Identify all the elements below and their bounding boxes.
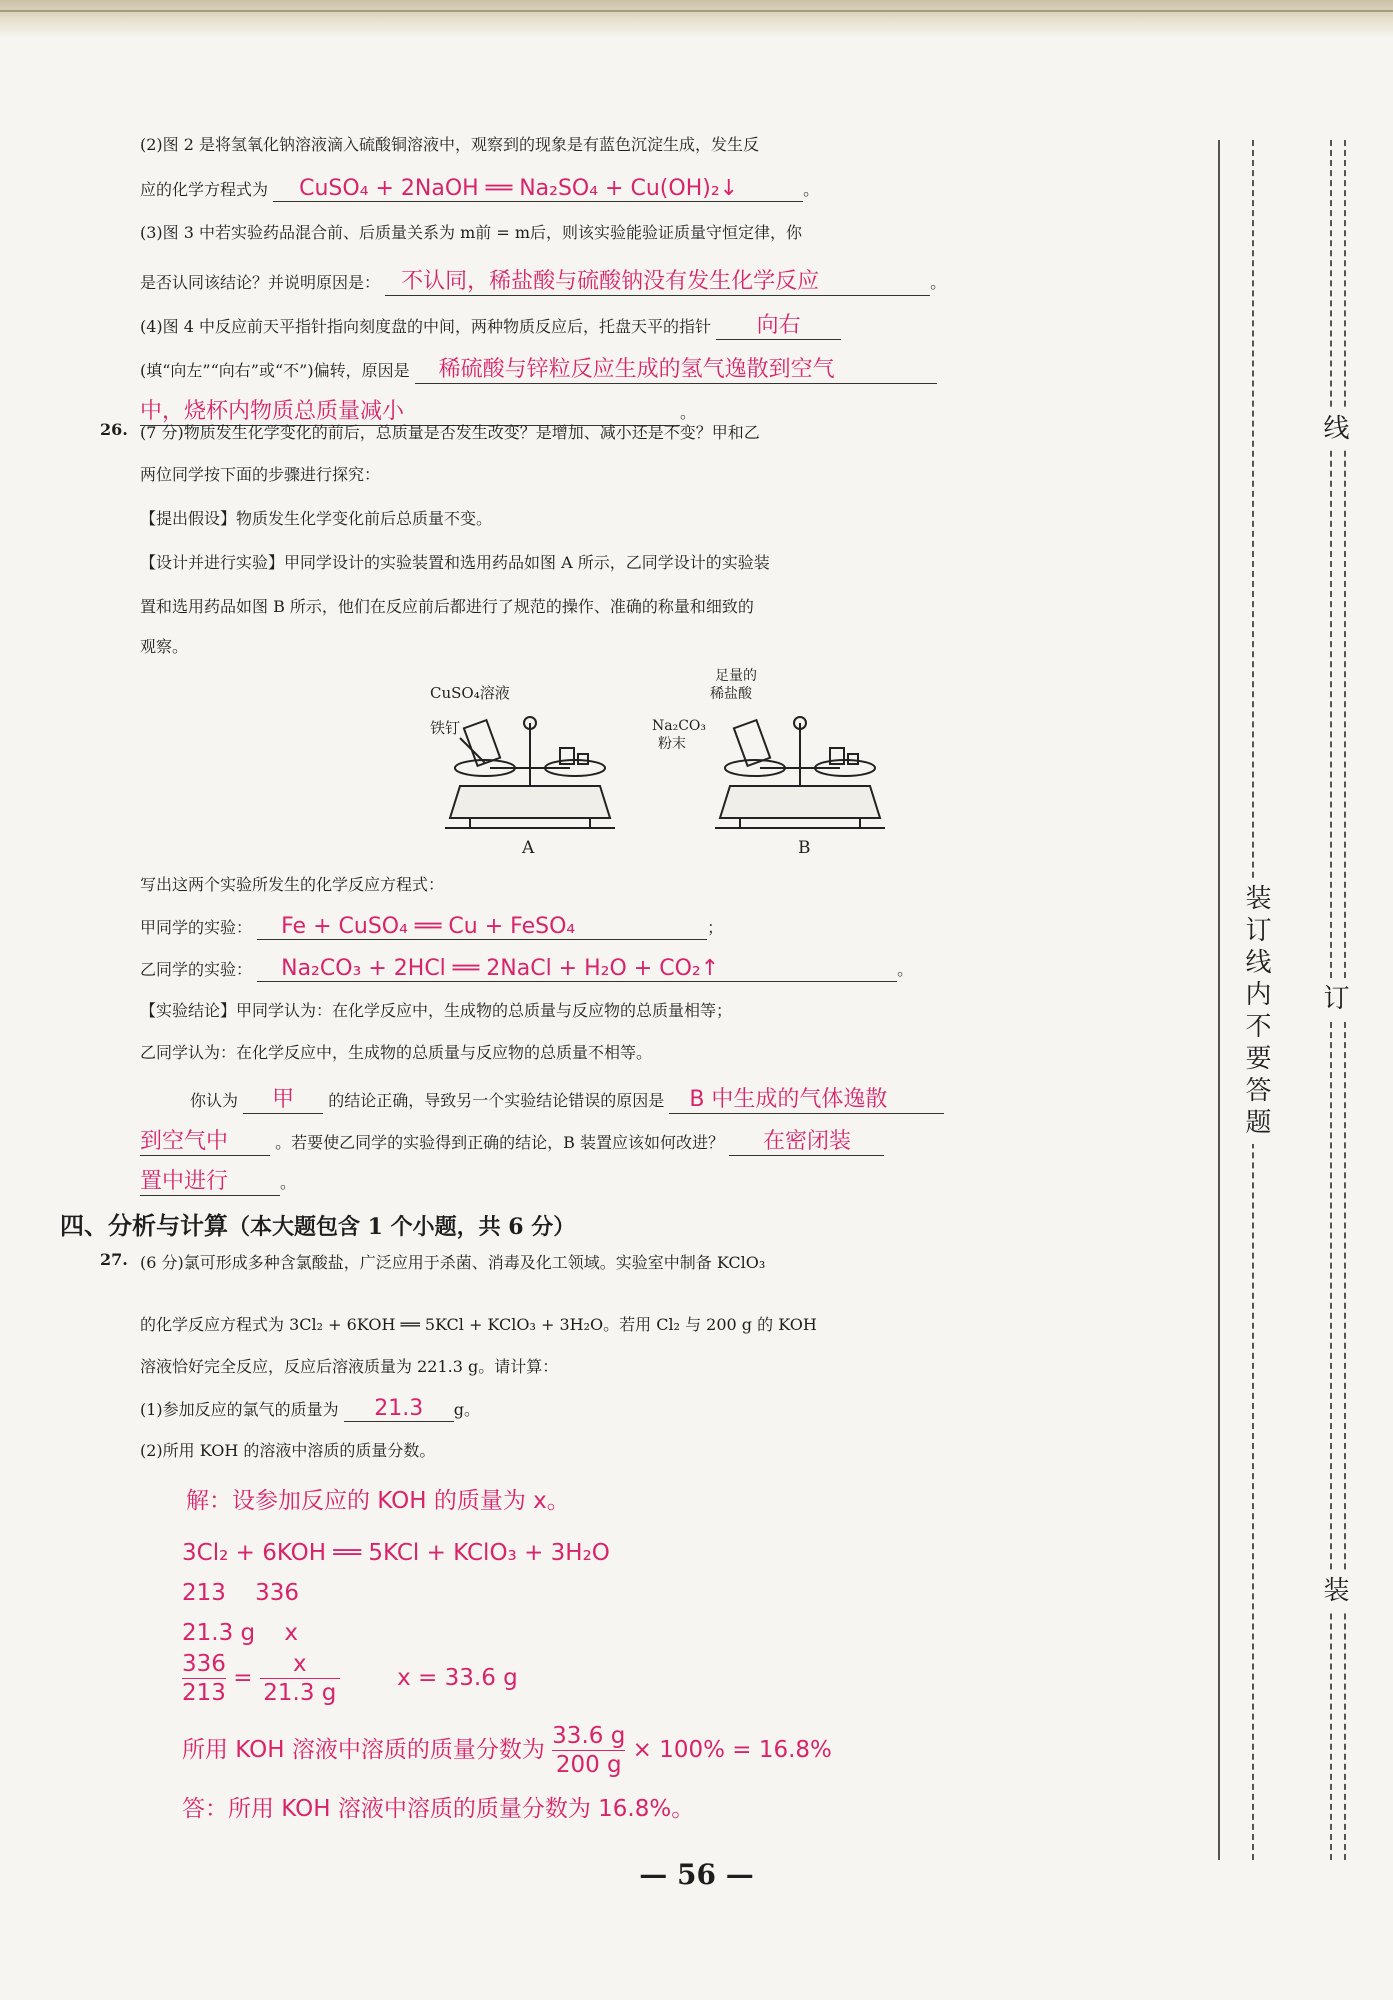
binding-notice: 装订线内不要答题	[1238, 880, 1275, 1144]
frac-result-den: 200 g	[555, 1752, 622, 1778]
q26-opinion-line2	[140, 1124, 884, 1156]
fig-b-acid-label-2: 稀盐酸	[710, 686, 752, 702]
q26-number: 26.	[100, 420, 128, 439]
q27-line-c: 溶液恰好完全反应，反应后溶液质量为 221.3 g。请计算：	[140, 1357, 559, 1376]
balance-b	[715, 717, 885, 828]
binding-label-line: 线	[1316, 410, 1353, 450]
q25-p4-answer2a: 稀硫酸与锌粒反应生成的氢气逸散到空气	[438, 357, 835, 382]
q26-design-2: 置和选用药品如图 B 所示，他们在反应前后都进行了规范的操作、准确的称量和细致的	[140, 597, 754, 616]
q25-p2-answer: CuSO₄ + 2NaOH ══ Na₂SO₄ + Cu(OH)₂↓	[299, 176, 739, 201]
binding-margin	[1212, 140, 1352, 1860]
balance-figure-svg	[430, 668, 900, 858]
q26-intro-2: 两位同学按下面的步骤进行探究：	[140, 465, 381, 484]
q27-solution-frac-post: × 100% = 16.8%	[632, 1737, 832, 1763]
q26-opinion-text3: 。若要使乙同学的实验得到正确的结论，B 装置应该如何改进？	[275, 1133, 724, 1152]
q25-p4-answer2b: 中，烧杯内物质总质量减小	[140, 399, 405, 424]
q26-design-1: 【设计并进行实验】甲同学设计的实验装置和选用药品如图 A 所示，乙同学设计的实验装	[140, 553, 770, 572]
fig-a-solution-label: CuSO₄溶液	[430, 684, 510, 702]
frac-right-num: x	[260, 1650, 340, 1679]
q26-opinion-line3: 置中进行 。	[140, 1164, 296, 1196]
frac-right	[260, 1650, 340, 1707]
q26-opinion-answer3b-blank	[140, 1164, 280, 1196]
q27-solution-molar: 213 336	[182, 1580, 300, 1606]
q25-p4-line3: 中，烧杯内物质总质量减小 。	[140, 394, 696, 426]
q27-solution-answer: 答：所用 KOH 溶液中溶质的质量分数为 16.8%。	[182, 1796, 695, 1822]
frac-result	[552, 1722, 625, 1779]
q25-p4-answer1-blank	[716, 308, 841, 340]
q26-design-3: 观察。	[140, 637, 189, 656]
fig-b-label: B	[798, 838, 811, 858]
q26-opinion-answer2b-blank	[140, 1124, 270, 1156]
q26-opinion-text2: 的结论正确，导致另一个实验结论错误的原因是	[328, 1091, 665, 1110]
q26-opinion-answer3b: 置中进行	[140, 1169, 229, 1194]
q26-opinion-answer1: 甲	[272, 1087, 295, 1112]
q26-opinion-answer2b: 到空气中	[140, 1129, 229, 1154]
q25-p2-line2: 应的化学方程式为 CuSO₄ + 2NaOH ══ Na₂SO₄ + Cu(OH)₂↓ 。	[140, 176, 820, 201]
q26-opinion-answer2a: B 中生成的气体逸散	[689, 1087, 888, 1112]
binding-label-ding: 订	[1316, 980, 1353, 1020]
q27-solution-equation: 3Cl₂ + 6KOH ══ 5KCl + KClO₃ + 3H₂O	[182, 1540, 610, 1566]
q26-opinion-answer3-blank	[729, 1124, 884, 1156]
q26-opinion-text1: 你认为	[190, 1091, 239, 1110]
section4-heading	[60, 1206, 575, 1241]
q27-solution-fraction-line	[182, 1722, 832, 1779]
q25-p3-answer: 不认同，稀盐酸与硫酸钠没有发生化学反应	[401, 269, 820, 294]
q27-p1-answer: 21.3	[374, 1396, 424, 1421]
page-number: — 56 —	[639, 1858, 754, 1891]
q27-p1-unit: g。	[453, 1400, 481, 1419]
experiment-figure	[430, 668, 900, 858]
frac-left-den: 213	[182, 1680, 226, 1706]
q26-jia-answer-blank	[257, 914, 707, 940]
frac-right-den: 21.3 g	[263, 1680, 337, 1706]
q25-p3-line1: (3)图 3 中若实验药品混合前、后质量关系为 m前 = m后，则该实验能验证质量守恒定律，你	[140, 223, 803, 242]
q26-hypothesis: 【提出假设】物质发生化学变化前后总质量不变。	[140, 509, 493, 528]
fig-a-label: A	[522, 838, 535, 858]
q25-p4-text2: (填“向左”“向右”或“不”)偏转，原因是	[140, 361, 410, 380]
fig-b-acid-label-1: 足量的	[715, 668, 757, 684]
q26-opinion-line1	[190, 1082, 944, 1114]
q25-p2-answer-blank	[273, 176, 803, 202]
q27-line-a: (6 分)氯可形成多种含氯酸盐，广泛应用于杀菌、消毒及化工领域。实验室中制备 KClO₃	[140, 1253, 766, 1272]
q27-p1-answer-blank	[344, 1396, 454, 1422]
q26-yi-text: 乙同学的实验：	[140, 960, 253, 979]
q25-p2-line1: (2)图 2 是将氢氧化钠溶液滴入硫酸铜溶液中，观察到的现象是有蓝色沉淀生成，发生反	[140, 135, 760, 154]
q27-p1-text: (1)参加反应的氯气的质量为	[140, 1400, 339, 1419]
q26-opinion-answer2-blank	[669, 1082, 944, 1114]
frac-result-num: 33.6 g	[552, 1723, 626, 1749]
q26-intro-1: (7 分)物质发生化学变化的前后，总质量是否发生改变？是增加、减小还是不变？甲和乙	[140, 423, 760, 442]
q25-p4-text: (4)图 4 中反应前天平指针指向刻度盘的中间，两种物质反应后，托盘天平的指针	[140, 317, 712, 336]
q27-solution-intro: 解：设参加反应的 KOH 的质量为 x。	[186, 1488, 570, 1514]
frac-left	[182, 1650, 226, 1707]
q25-p4-line2	[140, 352, 937, 384]
section4-note: （本大题包含 1 个小题，共 6 分）	[228, 1214, 576, 1240]
q26-conclusion-2: 乙同学认为：在化学反应中，生成物的总质量与反应物的总质量不相等。	[140, 1043, 653, 1062]
q27-solution-mass: 21.3 g x	[182, 1620, 298, 1646]
q27-solution-proportion: $\frac{336}{213}$ = $\frac{x}{21.3 g}$ x = 33.6 g	[182, 1651, 518, 1706]
binding-label-zhuang: 装	[1316, 1572, 1353, 1612]
q26-opinion-answer1-blank	[243, 1082, 323, 1114]
q26-yi-answer: Na₂CO₃ + 2HCl ══ 2NaCl + H₂O + CO₂↑	[281, 956, 720, 981]
q25-p2-text: 应的化学方程式为	[140, 180, 269, 199]
q26-conclusion-1: 【实验结论】甲同学认为：在化学反应中，生成物的总质量与反应物的总质量相等；	[140, 1001, 733, 1020]
fig-b-powder-label-1: Na₂CO₃	[652, 718, 707, 734]
q25-p4-answer2-blank	[415, 352, 937, 384]
q26-yi-line: 乙同学的实验： Na₂CO₃ + 2HCl ══ 2NaCl + H₂O + CO₂↑ 。	[140, 956, 914, 981]
q27-p1-line	[140, 1396, 480, 1422]
section4-title: 四、分析与计算	[60, 1211, 228, 1240]
q26-opinion-answer3a: 在密闭装	[763, 1129, 852, 1154]
frac-left-num: 336	[182, 1651, 226, 1677]
q26-write-prompt: 写出这两个实验所发生的化学反应方程式：	[140, 875, 445, 894]
q25-p4-answer1: 向右	[756, 313, 801, 338]
fig-b-powder-label-2: 粉末	[658, 736, 686, 752]
q25-p3-answer-blank	[385, 264, 930, 296]
q25-p3-line2: 是否认同该结论？并说明原因是： 不认同，稀盐酸与硫酸钠没有发生化学反应 。	[140, 264, 946, 296]
q26-yi-answer-blank	[257, 956, 897, 982]
q25-p3-text: 是否认同该结论？并说明原因是：	[140, 273, 381, 292]
q27-number: 27.	[100, 1250, 128, 1269]
balance-a	[445, 717, 615, 828]
binding-solid-line	[1218, 140, 1220, 1860]
q27-line-b: 的化学反应方程式为 3Cl₂ + 6KOH ══ 5KCl + KClO₃ + 3H₂O。若用 Cl₂ 与 200 g 的 KOH	[140, 1315, 817, 1334]
q26-jia-answer: Fe + CuSO₄ ══ Cu + FeSO₄	[281, 914, 576, 939]
page-top-band	[0, 0, 1393, 38]
q27-solution-frac-pre: 所用 KOH 溶液中溶质的质量分数为	[182, 1737, 545, 1763]
q25-p4-line1	[140, 308, 841, 340]
q27-solution-x: x = 33.6 g	[397, 1665, 518, 1691]
q26-jia-line: 甲同学的实验： Fe + CuSO₄ ══ Cu + FeSO₄ ；	[140, 914, 724, 939]
q26-jia-text: 甲同学的实验：	[140, 918, 253, 937]
q27-p2-line: (2)所用 KOH 的溶液中溶质的质量分数。	[140, 1441, 436, 1460]
fig-a-iron-label: 铁钉	[430, 719, 461, 737]
page-top-rule	[0, 10, 1393, 12]
